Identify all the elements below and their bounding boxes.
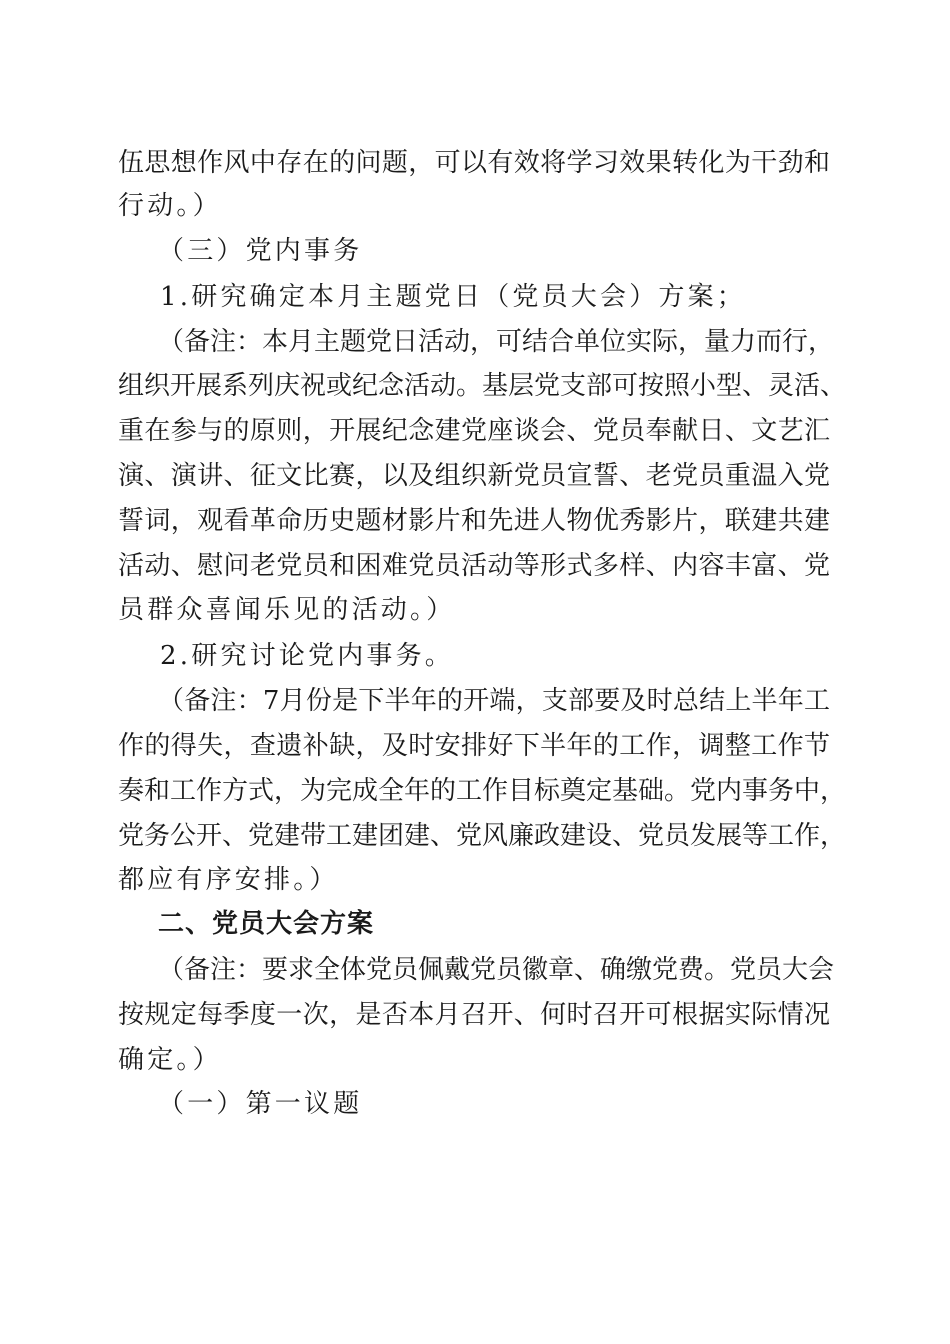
section-heading-member-meeting: 二、党员大会方案 <box>158 909 375 939</box>
remark-text-line: （备注：7月份是下半年的开端，支部要及时总结上半年工 <box>158 686 830 716</box>
body-text-line: 伍思想作风中存在的问题，可以有效将学习效果转化为干劲和 <box>118 148 830 178</box>
list-item-1: 1.研究确定本月主题党日（党员大会）方案； <box>160 282 747 312</box>
body-text-line: 党务公开、党建带工建团建、党风廉政建设、党员发展等工作， <box>118 821 847 851</box>
remark-text-line: （备注：要求全体党员佩戴党员徽章、确缴党费。党员大会 <box>158 955 835 985</box>
body-text-line: 重在参与的原则，开展纪念建党座谈会、党员奉献日、文艺汇 <box>118 416 830 446</box>
body-text-line: 组织开展系列庆祝或纪念活动。基层党支部可按照小型、灵活、 <box>118 371 847 401</box>
body-text-line: 按规定每季度一次，是否本月召开、何时召开可根据实际情况 <box>118 1000 830 1030</box>
body-text-line: 活动、慰问老党员和困难党员活动等形式多样、内容丰富、党 <box>118 551 830 581</box>
body-text-line: 作的得失，查遗补缺，及时安排好下半年的工作，调整工作节 <box>118 731 830 761</box>
body-text-line: 行动。） <box>118 191 222 221</box>
body-text-line: 奏和工作方式，为完成全年的工作目标奠定基础。党内事务中， <box>118 776 847 806</box>
body-text-line: 员群众喜闻乐见的活动。） <box>118 595 456 625</box>
list-item-2: 2.研究讨论党内事务。 <box>160 641 455 671</box>
body-text-line: 誓词，观看革命历史题材影片和先进人物优秀影片，联建共建 <box>118 506 830 536</box>
remark-text-line: （备注：本月主题党日活动，可结合单位实际，量力而行， <box>158 327 835 357</box>
section-heading-party-affairs: （三）党内事务 <box>158 236 363 266</box>
body-text-line: 确定。） <box>118 1045 222 1075</box>
body-text-line: 演、演讲、征文比赛，以及组织新党员宣誓、老党员重温入党 <box>118 461 830 491</box>
body-text-line: 都应有序安排。） <box>118 865 339 895</box>
subsection-heading-first-topic: （一）第一议题 <box>158 1089 363 1119</box>
